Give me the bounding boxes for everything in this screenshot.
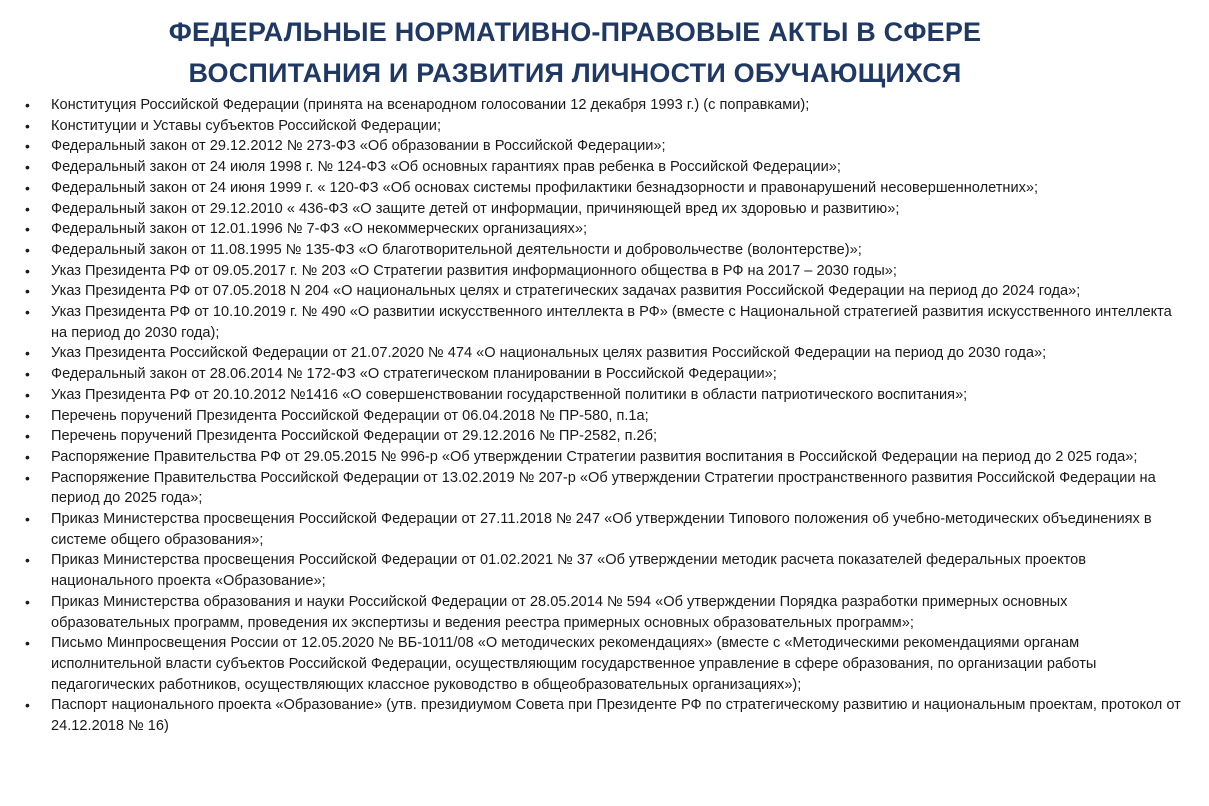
list-item xyxy=(0,468,1190,509)
list-item xyxy=(0,509,1190,550)
list-item xyxy=(0,281,1190,302)
list-item xyxy=(0,157,1190,178)
list-item-text: Указ Президента РФ от 10.10.2019 г. № 490 «О развитии искусственного интеллекта в РФ» (вместе с Национальной стратегией развития искусственного интеллекта на период до 2030 года); xyxy=(51,304,1172,341)
list-item xyxy=(0,240,1190,261)
bullet-icon: • xyxy=(25,345,30,362)
list-item-text: Указ Президента РФ от 20.10.2012 №1416 «О совершенствовании государственной политики в области патриотического воспитания»; xyxy=(51,386,968,403)
list-item-text: Указ Президента РФ от 07.05.2018 N 204 «О национальных целях и стратегических задачах развития Российской Федерации на период до 2024 года»; xyxy=(51,283,1081,300)
bullet-icon: • xyxy=(25,635,30,652)
list-item-text: Перечень поручений Президента Российской Федерации от 06.04.2018 № ПР-580, п.1а; xyxy=(51,407,649,424)
list-item xyxy=(0,343,1190,364)
bullet-icon: • xyxy=(25,179,30,196)
list-item xyxy=(0,695,1190,736)
bullet-icon: • xyxy=(25,366,30,383)
list-item-text: Федеральный закон от 28.06.2014 № 172-ФЗ «О стратегическом планировании в Российской Федерации»; xyxy=(51,366,777,383)
list-item xyxy=(0,116,1190,137)
list-item-text: Указ Президента Российской Федерации от 21.07.2020 № 474 «О национальных целях развития Российской Федерации на период до 2030 года»; xyxy=(51,345,1047,362)
list-item xyxy=(0,550,1190,591)
bullet-icon: • xyxy=(25,469,30,486)
bullet-icon: • xyxy=(25,97,30,113)
list-item-text: Федеральный закон от 29.12.2012 № 273-ФЗ «Об образовании в Российской Федерации»; xyxy=(51,138,666,155)
list-item-text: Распоряжение Правительства Российской Федерации от 13.02.2019 № 207-р «Об утверждении Стратегии пространственного развития Российской Федерации на период до 2025 года»; xyxy=(51,469,1156,507)
bullet-icon: • xyxy=(25,138,30,155)
bullet-icon: • xyxy=(25,552,30,569)
bullet-icon: • xyxy=(25,511,30,528)
list-item-text: Письмо Минпросвещения России от 12.05.2020 № ВБ-1011/08 «О методических рекомендациях» (вместе с «Методическими рекомендациями органам исполнительной власти субъектов Российской Федерации, осуществляющим государственное управление в сфере образования, по организации работы педагогических работников, осуществляющих классное руководство в общеобразовательных организациях»); xyxy=(51,635,1097,693)
page-title-line-2: ВОСПИТАНИЯ И РАЗВИТИЯ ЛИЧНОСТИ ОБУЧАЮЩИХСЯ xyxy=(188,58,962,88)
list-item-text: Паспорт национального проекта «Образование» (утв. президиумом Совета при Президенте РФ по стратегическому развитию и национальным проектам, протокол от 24.12.2018 № 16) xyxy=(51,697,1181,735)
bullet-icon: • xyxy=(25,697,30,714)
bullet-icon: • xyxy=(25,221,30,238)
list-item-text: Приказ Министерства образования и науки Российской Федерации от 28.05.2014 № 594 «Об утверждении Порядка разработки примерных основных образовательных программ, проведения их экспертизы и ведения реестра примерных основных образовательных программ»; xyxy=(51,593,1068,631)
page-title xyxy=(0,12,1150,94)
list-item xyxy=(0,364,1190,385)
bullet-icon: • xyxy=(25,200,30,217)
legal-acts-list xyxy=(0,95,1190,737)
list-item-text: Федеральный закон от 24 июня 1999 г. « 120-ФЗ «Об основах системы профилактики безнадзорности и правонарушений несовершеннолетних»; xyxy=(51,179,1039,196)
list-item-text: Федеральный закон от 12.01.1996 № 7-ФЗ «О некоммерческих организациях»; xyxy=(51,221,587,238)
bullet-icon: • xyxy=(25,241,30,258)
list-item-text: Перечень поручений Президента Российской Федерации от 29.12.2016 № ПР-2582, п.2б; xyxy=(51,428,658,445)
bullet-icon: • xyxy=(25,304,30,321)
list-item xyxy=(0,406,1190,427)
list-item xyxy=(0,385,1190,406)
list-item xyxy=(0,219,1190,240)
bullet-icon: • xyxy=(25,428,30,445)
list-item-text: Федеральный закон от 11.08.1995 № 135-ФЗ «О благотворительной деятельности и добровольчестве (волонтерстве)»; xyxy=(51,241,862,258)
bullet-icon: • xyxy=(25,593,30,610)
list-item xyxy=(0,633,1190,695)
list-item xyxy=(0,302,1190,343)
list-item xyxy=(0,447,1190,468)
list-item xyxy=(0,426,1190,447)
list-item-text: Федеральный закон от 29.12.2010 « 436-ФЗ «О защите детей от информации, причиняющей вред их здоровью и развитию»; xyxy=(51,200,900,217)
list-item-text: Конституции и Уставы субъектов Российской Федерации; xyxy=(51,117,442,134)
bullet-icon: • xyxy=(25,117,30,134)
list-item-text: Федеральный закон от 24 июля 1998 г. № 124-ФЗ «Об основных гарантиях прав ребенка в Российской Федерации»; xyxy=(51,159,841,176)
bullet-icon: • xyxy=(25,386,30,403)
list-item xyxy=(0,178,1190,199)
list-item xyxy=(0,199,1190,220)
page-title-line-1: ФЕДЕРАЛЬНЫЕ НОРМАТИВНО-ПРАВОВЫЕ АКТЫ В СФЕРЕ xyxy=(168,17,982,47)
list-item xyxy=(0,261,1190,282)
bullet-icon: • xyxy=(25,262,30,279)
bullet-icon: • xyxy=(25,283,30,300)
list-item-text: Приказ Министерства просвещения Российской Федерации от 27.11.2018 № 247 «Об утверждении Типового положения об учебно-методических объединениях в системе общего образования»; xyxy=(51,511,1152,548)
bullet-icon: • xyxy=(25,407,30,424)
list-item-text: Указ Президента РФ от 09.05.2017 г. № 203 «О Стратегии развития информационного общества в РФ на 2017 – 2030 годы»; xyxy=(51,262,897,279)
list-item-text: Распоряжение Правительства РФ от 29.05.2015 № 996-р «Об утверждении Стратегии развития воспитания в Российской Федерации на период до 2 025 года»; xyxy=(51,448,1138,465)
list-item-text: Приказ Министерства просвещения Российской Федерации от 01.02.2021 № 37 «Об утверждении методик расчета показателей федеральных проектов национального проекта «Образование»; xyxy=(51,552,1087,590)
list-item-text: Конституция Российской Федерации (принята на всенародном голосовании 12 декабря 1993 г.) (с поправками); xyxy=(51,97,810,113)
list-item xyxy=(0,592,1190,633)
bullet-icon: • xyxy=(25,159,30,176)
bullet-icon: • xyxy=(25,448,30,465)
list-item xyxy=(0,95,1190,116)
list-item xyxy=(0,136,1190,157)
